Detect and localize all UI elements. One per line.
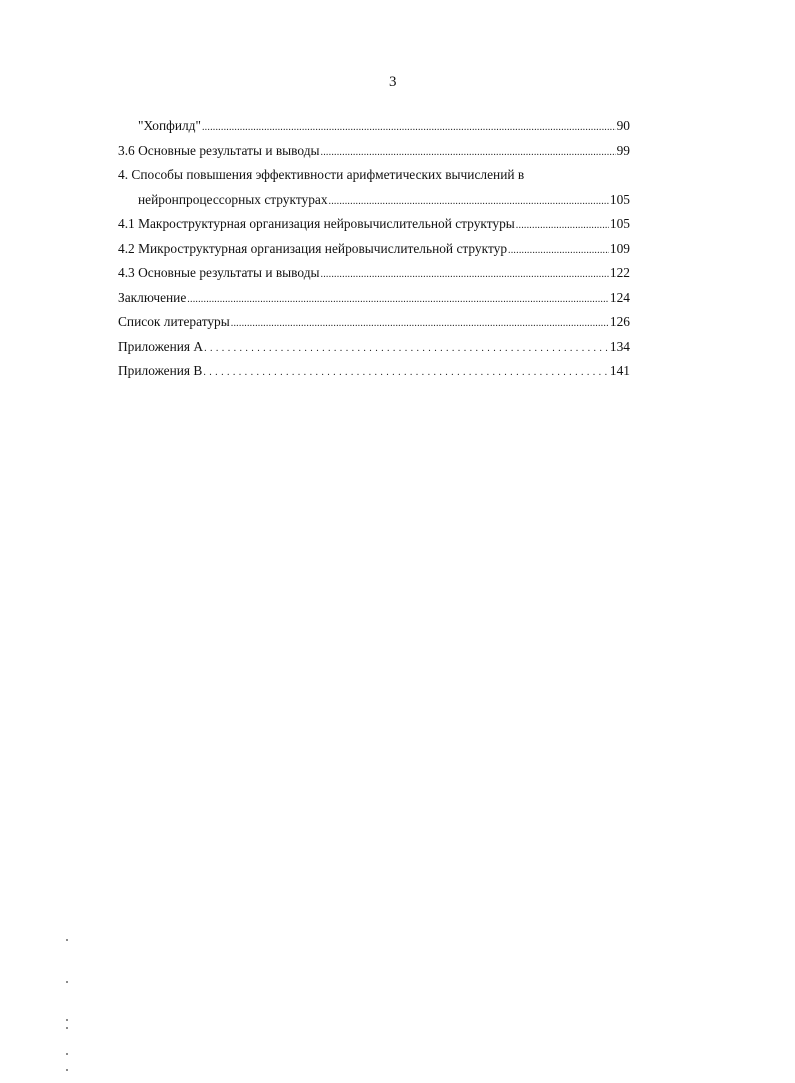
toc-entry-title: нейронпроцессорных структурах — [138, 191, 328, 207]
toc-entry-appendix-a — [118, 339, 630, 364]
scan-speck — [66, 1053, 68, 1055]
scan-speck — [66, 981, 68, 983]
scan-speck — [66, 1019, 68, 1021]
dot-leader — [321, 147, 616, 158]
dot-leader — [329, 196, 609, 207]
toc-entry-chapter-4 — [118, 167, 630, 192]
dot-leader — [321, 269, 609, 280]
page-number: 3 — [389, 74, 397, 90]
toc-entry-page: 141 — [609, 363, 630, 378]
dot-leader — [203, 367, 609, 378]
table-of-contents — [118, 118, 630, 388]
dot-leader — [202, 122, 616, 133]
toc-entry-page: 105 — [609, 216, 630, 231]
toc-entry-page: 109 — [609, 240, 630, 256]
toc-entry-hopfield — [118, 118, 630, 143]
dot-leader — [187, 294, 609, 305]
toc-entry-3-6 — [118, 143, 630, 168]
toc-entry-appendix-b — [118, 363, 630, 388]
toc-entry-title: "Хопфилд" — [138, 118, 201, 133]
toc-entry-title: 4. Способы повышения эффективности арифметических вычислений в — [118, 167, 525, 182]
toc-entry-page: 126 — [609, 314, 630, 329]
toc-entry-conclusion — [118, 290, 630, 315]
toc-entry-title: Приложения В — [118, 363, 203, 378]
dot-leader — [204, 343, 609, 354]
toc-entry-4-3 — [118, 265, 630, 290]
toc-entry-title: Список литературы — [118, 314, 230, 329]
scan-speck — [66, 939, 68, 941]
toc-entry-title: 3.6 Основные результаты и выводы — [118, 142, 320, 158]
scan-speck — [66, 1069, 68, 1071]
toc-entry-page: 90 — [616, 118, 630, 133]
toc-entry-title: Приложения А — [118, 338, 204, 354]
toc-entry-4-1 — [118, 216, 630, 241]
scan-speck — [66, 1027, 68, 1029]
toc-entry-title: 4.1 Макроструктурная организация нейровычислительной структуры — [118, 216, 515, 231]
toc-entry-page: 122 — [609, 265, 630, 280]
toc-entry-page: 124 — [609, 289, 630, 305]
toc-entry-title: 4.3 Основные результаты и выводы — [118, 265, 320, 280]
toc-entry-4-2 — [118, 241, 630, 266]
dot-leader — [231, 318, 609, 329]
dot-leader — [508, 245, 609, 256]
toc-entry-references — [118, 314, 630, 339]
dot-leader — [516, 220, 609, 231]
toc-entry-title: 4.2 Микроструктурная организация нейровычислительной структур — [118, 240, 508, 256]
scan-margin-marks — [66, 935, 74, 1075]
toc-entry-chapter-4-cont — [118, 192, 630, 217]
toc-entry-title: Заключение — [118, 289, 187, 305]
toc-entry-page: 134 — [609, 338, 630, 354]
toc-entry-page: 105 — [609, 191, 630, 207]
toc-entry-page: 99 — [616, 142, 630, 158]
